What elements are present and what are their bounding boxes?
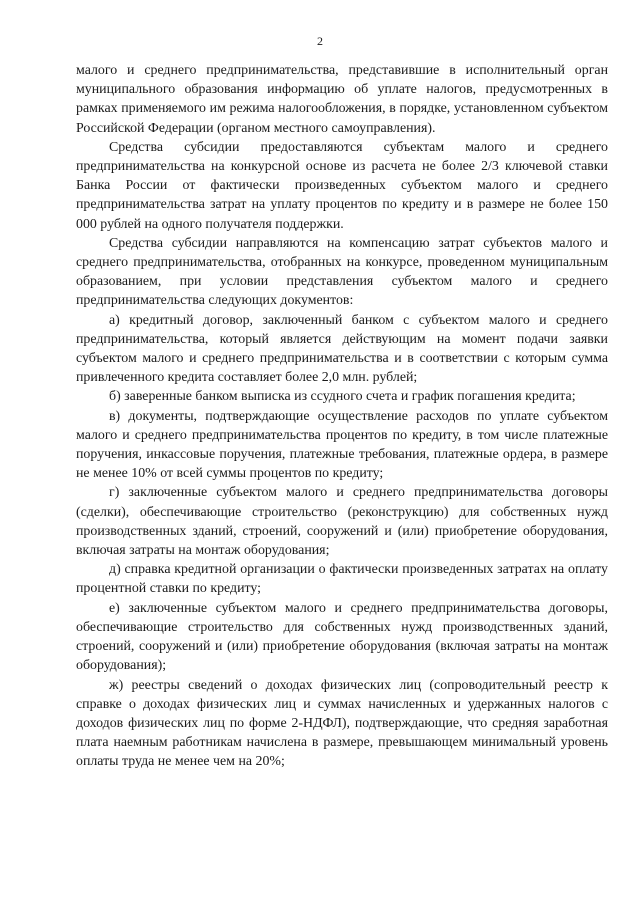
paragraph-subsidy-terms: Средства субсидии предоставляются субъектам малого и среднего предпринимательства на конкурсной основе из расчета не более 2/3 ключевой ставки Банка России от фактически произведенных субъектом малого и среднего предпринимательства затрат на уплату процентов по кредиту и в размере не более 150 000 рублей на одного получателя поддержки. <box>76 139 608 232</box>
list-item-a: а) кредитный договор, заключенный банком с субъектом малого и среднего предпринимательства, который является действующим на момент подачи заявки субъектом малого и среднего предпринимательства и в соответствии с которым сумма привлеченного кредита составляет более 2,0 млн. рублей; <box>76 312 608 386</box>
list-item-v: в) документы, подтверждающие осуществление расходов по уплате субъектом малого и среднего предпринимательства процентов по кредиту, в том числе платежные поручения, инкассовые поручения, платежные требования, платежные ордера, в размере не менее 10% от всей суммы процентов по кредиту; <box>76 408 608 482</box>
page-number: 2 <box>317 34 323 48</box>
list-item-d: д) справка кредитной организации о фактически произведенных затратах на оплату процентной ставки по кредиту; <box>76 562 608 597</box>
list-item-e: е) заключенные субъектом малого и среднего предпринимательства договоры, обеспечивающие строительство для собственных нужд производственных зданий, строений, сооружений и (или) приобретение оборудования (включая затраты на монтаж оборудования); <box>76 600 608 674</box>
paragraph-continuation: малого и среднего предпринимательства, представившие в исполнительный орган муниципального образования информацию об уплате налогов, предусмотренных в рамках применяемого им режима налогообложения, в порядке, установленном субъектом Российской Федерации (органом местного самоуправления). <box>76 63 608 136</box>
list-item-g: г) заключенные субъектом малого и среднего предпринимательства договоры (сделки), обеспечивающие строительство (реконструкцию) для собственных нужд производственных зданий, строений, сооружений и (или) приобретение оборудования, включая затраты на монтаж оборудования; <box>76 485 608 559</box>
document-body <box>76 61 608 772</box>
list-item-b: б) заверенные банком выписка из ссудного счета и график погашения кредита; <box>109 389 576 405</box>
list-item-zh: ж) реестры сведений о доходах физических лиц (сопроводительный реестр к справке о доходах физических лиц и суммах начисленных и удержанных налогов с доходов физических лиц по форме 2-НДФЛ), подтверждающие, что средняя заработная плата наемным работникам начислена в размере, превышающем минимальный уровень оплаты труда не менее чем на 20%; <box>76 677 608 770</box>
paragraph-subsidy-conditions: Средства субсидии направляются на компенсацию затрат субъектов малого и среднего предпринимательства, отобранных на конкурсе, проведенном муниципальным образованием, при условии представления субъектом малого и среднего предпринимательства следующих документов: <box>76 235 608 309</box>
